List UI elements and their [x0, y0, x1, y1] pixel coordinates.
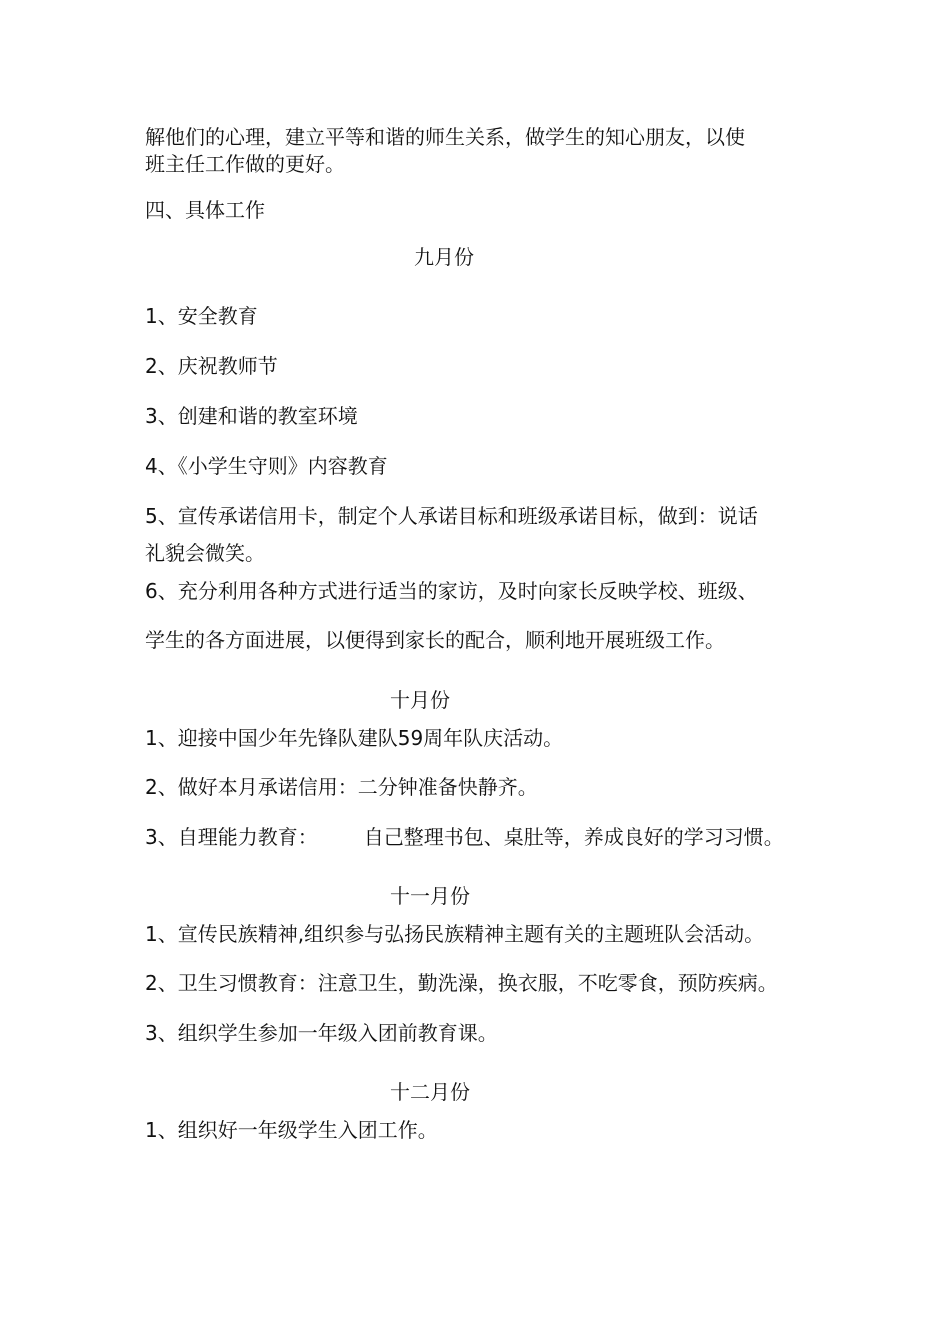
list-item [145, 825, 784, 849]
month-heading-october: 十月份 [390, 688, 450, 712]
list-item: 1、宣传民族精神,组织参与弘扬民族精神主题有关的主题班队会活动。 [145, 922, 765, 946]
list-item: 2、卫生习惯教育：注意卫生，勤洗澡，换衣服，不吃零食，预防疾病。 [145, 971, 778, 995]
list-item: 1、迎接中国少年先锋队建队59周年队庆活动。 [145, 726, 564, 750]
section-title: 四、具体工作 [145, 198, 265, 222]
intro-line-1: 解他们的心理，建立平等和谐的师生关系，做学生的知心朋友，以使 [145, 125, 745, 149]
list-item: 礼貌会微笑。 [145, 541, 265, 565]
list-item: 1、组织好一年级学生入团工作。 [145, 1118, 438, 1142]
list-item: 5、宣传承诺信用卡，制定个人承诺目标和班级承诺目标，做到：说话 [145, 504, 758, 528]
list-item: 2、庆祝教师节 [145, 354, 278, 378]
month-heading-september: 九月份 [414, 245, 474, 269]
list-item: 学生的各方面进展，以便得到家长的配合，顺利地开展班级工作。 [145, 628, 725, 652]
list-item: 4、《小学生守则》内容教育 [145, 454, 388, 478]
list-item: 1、安全教育 [145, 304, 258, 328]
item-label: 3、自理能力教育： [145, 825, 318, 849]
list-item: 6、充分利用各种方式进行适当的家访，及时向家长反映学校、班级、 [145, 579, 758, 603]
month-heading-december: 十二月份 [390, 1080, 470, 1104]
list-item: 3、创建和谐的教室环境 [145, 404, 358, 428]
intro-line-2: 班主任工作做的更好。 [145, 152, 345, 176]
item-text: 自己整理书包、桌肚等，养成良好的学习习惯。 [363, 825, 784, 849]
list-item: 2、做好本月承诺信用：二分钟准备快静齐。 [145, 775, 538, 799]
month-heading-november: 十一月份 [390, 884, 470, 908]
list-item: 3、组织学生参加一年级入团前教育课。 [145, 1021, 498, 1045]
